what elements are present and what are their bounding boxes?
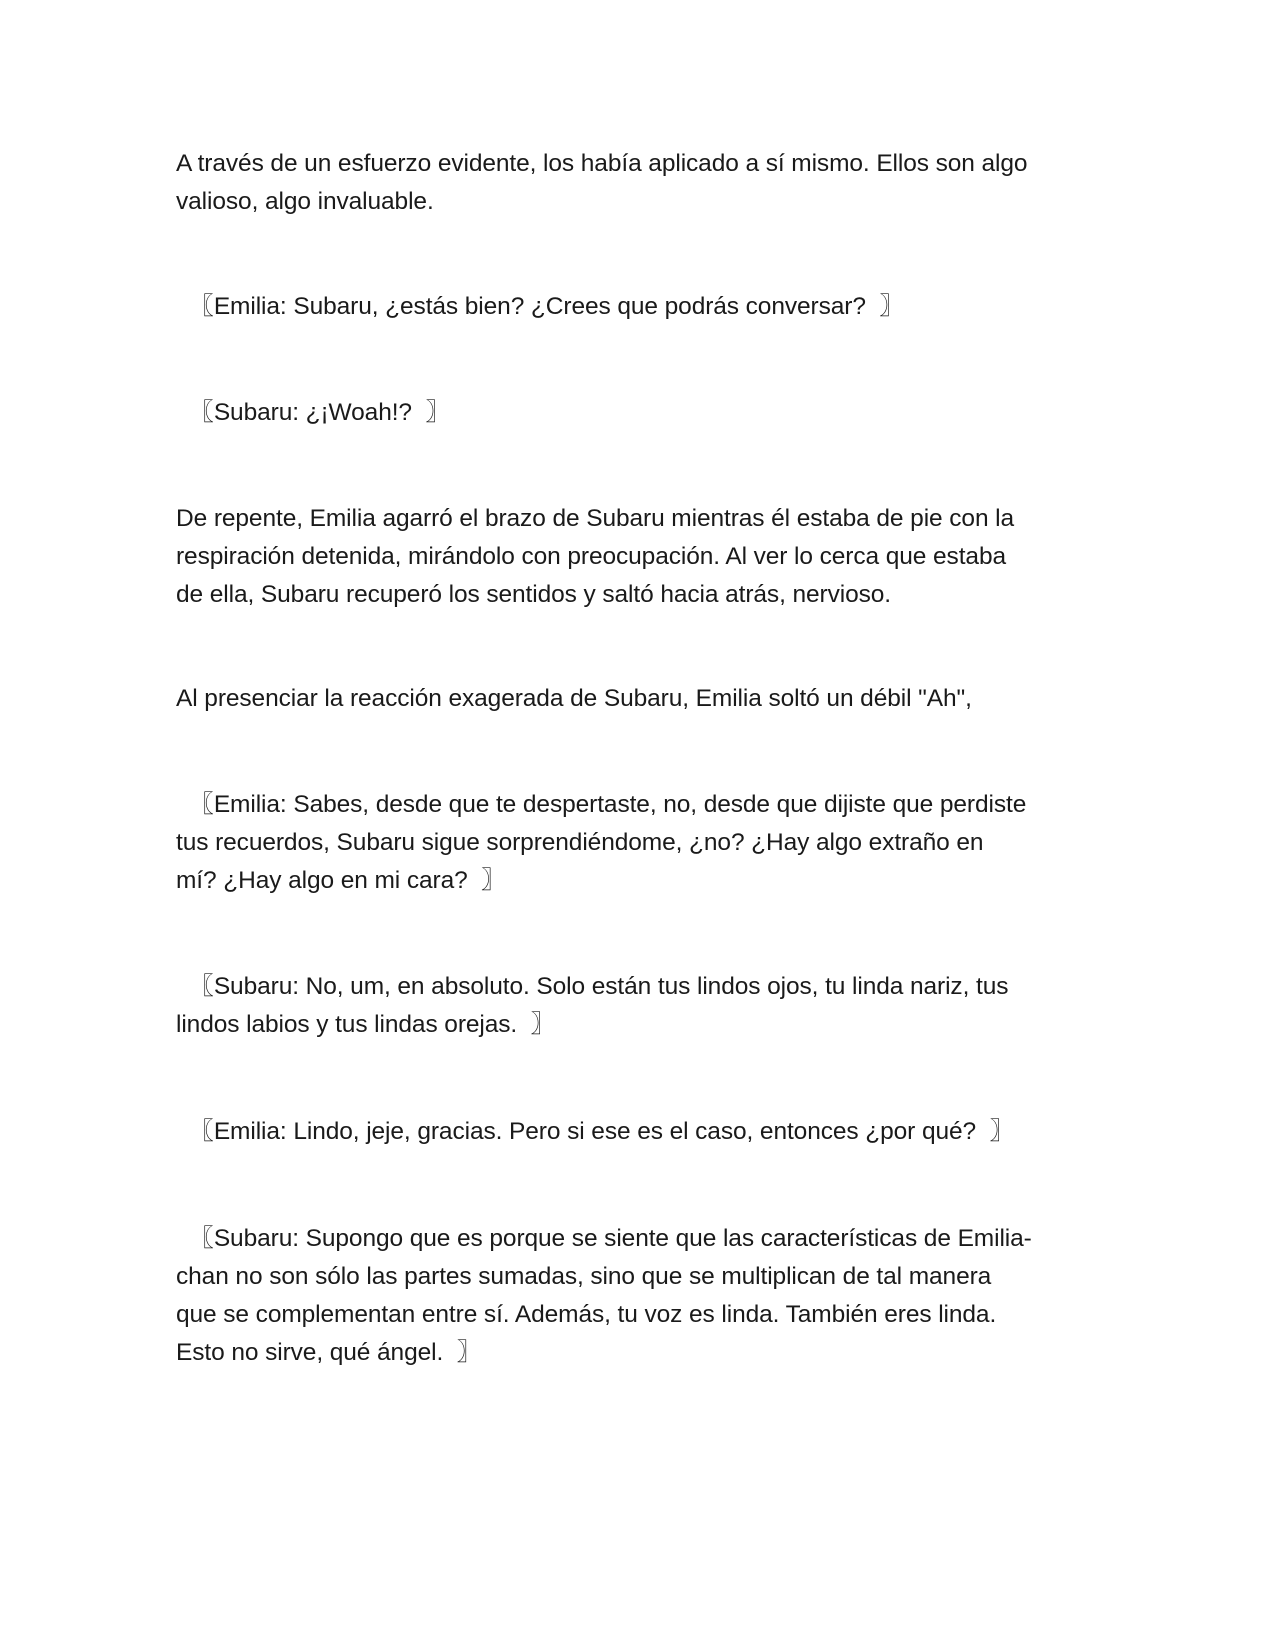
narration-paragraph: Al presenciar la reacción exagerada de Subaru, Emilia soltó un débil "Ah",: [176, 685, 972, 712]
dialogue-line-emilia: 〖Emilia: Subaru, ¿estás bien? ¿Crees que podrás conversar? 〗: [176, 293, 904, 320]
dialogue-line-emilia: 〖Emilia: Sabes, desde que te despertaste, no, desde que dijiste que perdiste tus recuerdos, Subaru sigue sorprendiéndome, ¿no? ¿Hay algo extraño en mí? ¿Hay algo en mi cara? 〗: [176, 791, 1027, 894]
dialogue-line-subaru: 〖Subaru: No, um, en absoluto. Solo están tus lindos ojos, tu linda nariz, tus lindos labios y tus lindas orejas. 〗: [176, 973, 1009, 1038]
narration-paragraph: De repente, Emilia agarró el brazo de Subaru mientras él estaba de pie con la respiración detenida, mirándolo con preocupación. Al ver lo cerca que estaba de ella, Subaru recuperó los sentidos y saltó hacia atrás, nervioso.: [176, 505, 1015, 608]
dialogue-line-subaru: 〖Subaru: Supongo que es porque se siente que las características de Emilia- chan no son sólo las partes sumadas, sino que se multiplican de tal manera que se complementan entre sí. Además, tu voz es linda. También eres linda. Esto no sirve, qué ángel. 〗: [176, 1225, 1032, 1366]
dialogue-line-subaru: 〖Subaru: ¿¡Woah!? 〗: [176, 399, 450, 426]
narration-paragraph: A través de un esfuerzo evidente, los había aplicado a sí mismo. Ellos son algo valioso, algo invaluable.: [176, 150, 1028, 215]
dialogue-line-emilia: 〖Emilia: Lindo, jeje, gracias. Pero si ese es el caso, entonces ¿por qué? 〗: [176, 1118, 1014, 1145]
